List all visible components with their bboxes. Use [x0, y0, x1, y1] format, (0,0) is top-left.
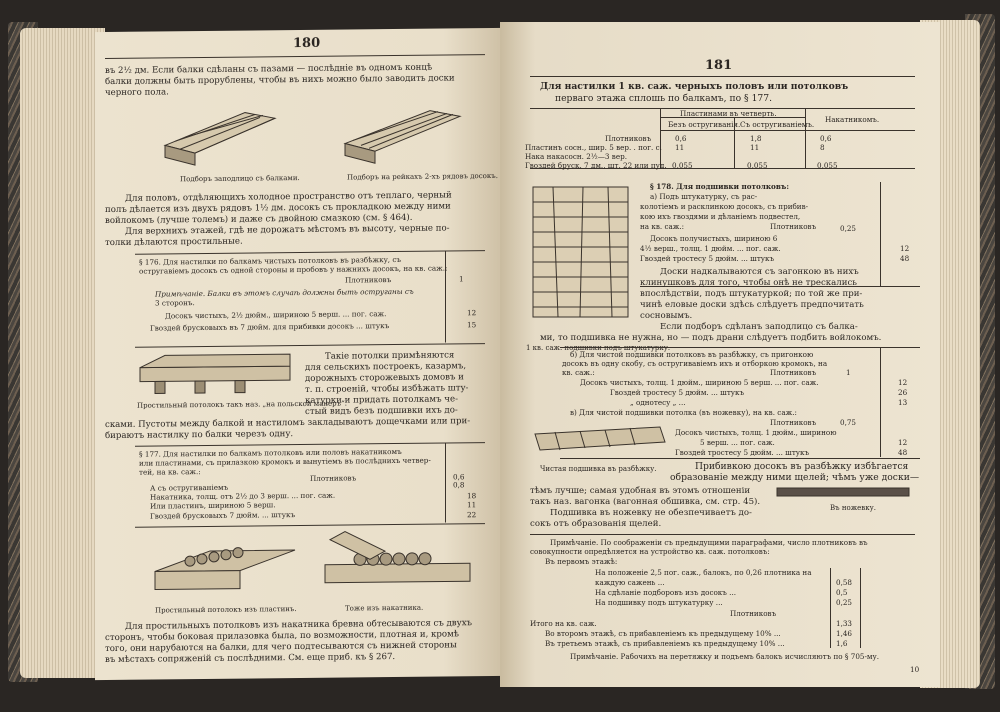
- paragraph-line: сокъ отъ образованія щелей.: [530, 519, 662, 529]
- section-line: Плотниковъ: [310, 473, 357, 483]
- section-line: Накатника, толщ. отъ 2½ до 3 верш. ... пог. саж.: [150, 490, 336, 502]
- section-line: тей, на кв. саж.:: [139, 467, 201, 477]
- note-line: Примѣчаніе. По соображеніи съ предыдущими параграфами, число плотниковъ въ: [550, 538, 868, 547]
- paragraph-line: т. п. строеній, чтобы избѣжать шту-: [305, 383, 469, 395]
- paragraph-line: Для половъ, отдѣляющихъ холодное пространство отъ теплаго, черный: [125, 190, 452, 204]
- intro-line: въ 2½ дм. Если балки сдѣланы съ пазами — послѣдніе въ одномъ концѣ: [105, 62, 433, 77]
- table-cell: 0,6: [820, 134, 832, 143]
- table-header: Накатникомъ.: [825, 115, 880, 124]
- section-line: б) Для чистой подшивки потолковъ въ разбѣжку, съ пригонкою: [570, 350, 814, 359]
- value-cell: 48: [900, 254, 910, 263]
- table-cell: 0,055: [817, 161, 838, 170]
- note-line: совокупности опредѣляется на устройство кв. саж. потолковъ:: [530, 547, 770, 556]
- table-cell: 8: [820, 143, 825, 152]
- value-cell: 12: [467, 308, 477, 318]
- paragraph-line: Для простильныхъ потолковъ изъ накатника бревна обтесываются съ двухъ: [125, 618, 473, 632]
- paragraph-line: Подшивка въ ножевку не обезпечиваетъ до-: [550, 508, 752, 518]
- note-line: Во второмъ этажѣ, съ прибавленіемъ къ предыдущему 10% ...: [545, 629, 781, 638]
- value-cell: 12: [900, 244, 910, 253]
- table-row-label: Плотниковъ: [605, 134, 652, 143]
- paragraph-line: Прибивкою досокъ въ разбѣжку избѣгается: [695, 461, 909, 472]
- paragraph-line: бираютъ настилку по балки черезъ одну.: [105, 429, 294, 442]
- section-line: Плотниковъ: [770, 368, 817, 377]
- page-number: 180: [293, 35, 321, 52]
- page-number: 181: [705, 58, 733, 73]
- section-line: Гвоздей тростесу 5 дюйм. ... штукъ: [610, 388, 745, 397]
- figure-caption: Чистая подшивка въ разбѣжку.: [540, 465, 657, 473]
- value-cell: 1: [846, 368, 851, 377]
- paragraph-line: въ мѣстахъ сопряженій съ послѣдними. См. еще приб. къ § 267.: [105, 652, 396, 666]
- table-cell: 11: [675, 143, 685, 152]
- figure-caption: Подборъ заподлицо съ балками.: [180, 174, 300, 184]
- value-cell: 0,5: [836, 588, 848, 597]
- note-line: Плотниковъ: [730, 609, 777, 618]
- figure-caption: Простильный потолокъ такъ наз. „на польской манеръ“.: [137, 399, 347, 410]
- paragraph-line: Для верхнихъ этажей, гдѣ не дорожатъ мѣстомъ въ высоту, черные по-: [125, 223, 450, 237]
- heading-line: перваго этажа сплошь по балкамъ, по § 177.: [555, 93, 773, 104]
- section-line: Или пластинъ, шириною 5 верш.: [150, 500, 276, 511]
- table-cell: 11: [750, 143, 760, 152]
- razbezhka-illustration: [530, 422, 670, 462]
- paragraph-line: сками. Пустоты между балкой и настиломъ закладываютъ дощечками или при-: [105, 416, 471, 431]
- paragraph-line: Такіе потолки примѣняются: [325, 350, 455, 362]
- value-cell: 26: [898, 388, 908, 397]
- value-cell: 15: [467, 320, 477, 330]
- paragraph-line: для сельскихъ построекъ, казармъ,: [305, 361, 467, 373]
- note-line: каждую сажень ...: [595, 578, 665, 587]
- figure-caption: Тоже изъ накатника.: [345, 603, 424, 613]
- floor-illustration-1: [155, 104, 285, 170]
- table-header: Безъ остругиванія.: [668, 120, 741, 129]
- signature-mark: 10: [910, 665, 920, 674]
- paragraph-line: Если подборъ сдѣланъ заподлицо съ балка-: [660, 322, 858, 332]
- section-line: Плотниковъ: [770, 418, 817, 427]
- paragraph-line: чинѣ еловые доски здѣсь слѣдуетъ предпочитать: [640, 300, 864, 310]
- table-cell: 0,055: [747, 161, 768, 170]
- note-line: Въ первомъ этажѣ:: [545, 557, 618, 566]
- section-line: или пластинами, съ прилазкою кромокъ и вынутіемъ въ послѣднихъ четвер-: [139, 455, 431, 468]
- section-line: колотіемъ и расклинкою досокъ, съ прибив-: [640, 202, 809, 211]
- section-line: Гвоздей тростесу 5 дюйм. ... штукъ: [640, 254, 775, 263]
- section-line: Примѣчаніе. Балки въ этомъ случаѣ должны быть оструганы съ: [155, 286, 414, 299]
- section-line: § 176. Для настилки по балкамъ чистыхъ потолковъ въ разбѣжку, съ: [139, 254, 401, 267]
- section-line: в) Для чистой подшивки потолка (въ ножевку), на кв. саж.:: [570, 408, 797, 417]
- paragraph-line: такъ наз. вагонка (вагонная обшивка, см. стр. 45).: [530, 497, 761, 507]
- paragraph-line: тѣмъ лучше; самая удобная въ этомъ отношеніи: [530, 486, 751, 496]
- value-cell: 1,46: [836, 629, 853, 638]
- paragraph-line: войлокомъ (лучше толемъ) и даже съ двойною смазкою (см. § 464).: [105, 212, 413, 227]
- value-cell: 18: [467, 491, 477, 501]
- paragraph-line: Доски надкалываются съ загонкою въ нихъ: [660, 267, 859, 277]
- value-cell: 13: [898, 398, 908, 407]
- section-line: Досокъ чистыхъ, толщ. 1 дюйм., шириною 5 верш. ... пог. саж.: [580, 378, 819, 387]
- paragraph-line: полъ дѣлается изъ двухъ рядовъ 1½ дм. досокъ съ прокладкою между ними: [105, 201, 451, 216]
- note-line: Итого на кв. саж.: [530, 619, 597, 628]
- section-line: Гвоздей брусковыхъ 7 дюйм. ... штукъ: [150, 510, 296, 521]
- figure-caption: 1 кв. саж. подшивки подъ штукатурку.: [526, 344, 671, 352]
- section-line: § 178. Для подшивки потолковъ:: [650, 182, 789, 191]
- table-row-label: Пластинъ сосн., шир. 5 вер. . пог. с.: [525, 143, 662, 152]
- value-cell: 0,25: [836, 598, 853, 607]
- section-line: Плотниковъ: [345, 275, 392, 285]
- paragraph-line: сторонъ, чтобы боковая прилазовка была, по возможности, плотная и, кромѣ: [105, 629, 459, 644]
- value-cell: 0,58: [836, 578, 853, 587]
- section-line: Досокъ получистыхъ, шириною 6: [650, 234, 778, 243]
- section-line: 3 сторонъ.: [155, 298, 195, 308]
- note-line: На подшивку подъ штукатурку ...: [595, 598, 723, 607]
- value-cell: 1: [459, 274, 464, 284]
- paragraph-line: впослѣдствіи, подъ штукатуркой; по той же при-: [640, 289, 863, 299]
- lath-illustration: [528, 182, 638, 342]
- figure-caption: Простильный потолокъ изъ пластинъ.: [155, 605, 297, 615]
- value-cell: 12: [898, 438, 908, 447]
- section-line: кв. саж.:: [562, 368, 595, 377]
- table-row-label: Гвоздей бруск. 7 дм., шт. 22 или пуд.: [525, 161, 667, 170]
- value-cell: 1,33: [836, 619, 853, 628]
- paragraph-line: сосновымъ.: [640, 311, 693, 321]
- section-line: остругавіемъ досокъ съ одной стороны и пробовъ у нажнихъ досокъ, на кв. саж.:: [139, 263, 448, 276]
- note-line: На сдѣланіе подборовъ изъ досокъ ...: [595, 588, 737, 597]
- left-page: [95, 28, 505, 680]
- value-cell: 0,8: [453, 480, 465, 490]
- paragraph-line: того, они нарубаются на балки, для чего подтесываются съ нижней стороны: [105, 640, 457, 655]
- section-line: досокъ въ одну скобу, съ остругивавіемъ ихъ и отборкою кромокъ, на: [562, 359, 828, 368]
- section-line: „ однотесу „ ...: [630, 398, 686, 407]
- intro-line: черного пола.: [105, 87, 169, 99]
- section-line: Плотниковъ: [770, 222, 817, 231]
- note-line: Въ третьемъ этажѣ, съ прибавленіемъ къ предыдущему 10% ...: [545, 639, 785, 648]
- table-header: Пластинами въ четверть.: [680, 109, 777, 118]
- section-line: 4½ верш., толщ. 1 дюйм. ... пог. саж.: [640, 244, 781, 253]
- paragraph-line: клинушковъ для того, чтобы онѣ не трескались: [640, 278, 857, 288]
- table-header: Съ остругиваніемъ.: [740, 120, 815, 129]
- section-line: на кв. саж.:: [640, 222, 685, 231]
- note-line: На положеніе 2,5 пог. саж., балокъ, по 0,26 плотника на: [595, 568, 812, 577]
- table-cell: 0,055: [672, 161, 693, 170]
- left-page-edges: [20, 28, 105, 678]
- right-page: [500, 22, 940, 687]
- value-cell: 48: [898, 448, 908, 457]
- paragraph-line: ми, то подшивка не нужна, но — подъ драни слѣдуетъ подбить войлокомъ.: [540, 333, 882, 343]
- figure-caption: Въ ножевку.: [830, 504, 876, 512]
- intro-line: балки должны быть прорублены, чтобы въ нихъ можно было заводить доски: [105, 73, 455, 88]
- nozhevka-illustration: [775, 485, 915, 499]
- value-cell: 11: [467, 500, 477, 510]
- value-cell: 22: [467, 510, 477, 520]
- section-line: кою ихъ гвоздями и дѣланіемъ подвестел,: [640, 212, 801, 221]
- table-cell: 0,6: [675, 134, 687, 143]
- note-line: Примѣчаніе. Рабочихъ на перетяжку и подъемъ балокъ исчисляютъ по § 705-му.: [570, 652, 880, 661]
- section-line: 5 верш. ... пог. саж.: [700, 438, 775, 447]
- table-row-label: Накa накасосн. 2½—3 вер.: [525, 152, 627, 161]
- ceiling-illustration-plates: [150, 530, 300, 602]
- section-line: Досокъ чистыхъ, 2½ дюйм., шириною 5 верш. ... пог. саж.: [165, 309, 387, 321]
- paragraph-line: стый видъ безъ подшивки ихъ до-: [305, 405, 458, 417]
- section-line: § 177. Для настилки по балкамъ потолковъ или половъ накатникомъ: [139, 446, 402, 459]
- heading-line: Для настилки 1 кв. саж. черныхъ половъ или потолковъ: [540, 81, 849, 92]
- table-cell: 1,8: [750, 134, 762, 143]
- value-cell: 0,75: [840, 418, 857, 427]
- value-cell: 0,25: [840, 224, 857, 233]
- paragraph-line: образованіе между ними щелей; чѣмъ уже доски—: [670, 472, 920, 483]
- paragraph-line: дорожныхъ сторожевыхъ домовъ и: [305, 372, 464, 384]
- ceiling-illustration-logs: [315, 508, 480, 600]
- value-cell: 0,6: [453, 472, 465, 482]
- floor-illustration-2: [335, 102, 470, 168]
- section-line: а) Подъ штукатурку, съ рас-: [650, 192, 758, 201]
- section-line: А съ остругиваніемъ: [150, 482, 229, 493]
- figure-caption: Подборъ на рейкахъ 2-хъ рядовъ досокъ.: [347, 171, 498, 182]
- value-cell: 12: [898, 378, 908, 387]
- value-cell: 1,6: [836, 639, 848, 648]
- ceiling-illustration-polish: [135, 346, 295, 398]
- section-line: Гвоздей тростесу 5 дюйм. ... штукъ: [675, 448, 810, 457]
- paragraph-line: катурки и придать потолкамъ че-: [305, 394, 458, 406]
- paragraph-line: толки дѣлаются простильные.: [105, 236, 243, 249]
- section-line: Досокъ чистыхъ, толщ. 1 дюйм., шириною: [675, 428, 837, 437]
- section-line: Гвоздей брусковыхъ въ 7 дюйм. для прибивки досокъ ... штукъ: [150, 321, 390, 333]
